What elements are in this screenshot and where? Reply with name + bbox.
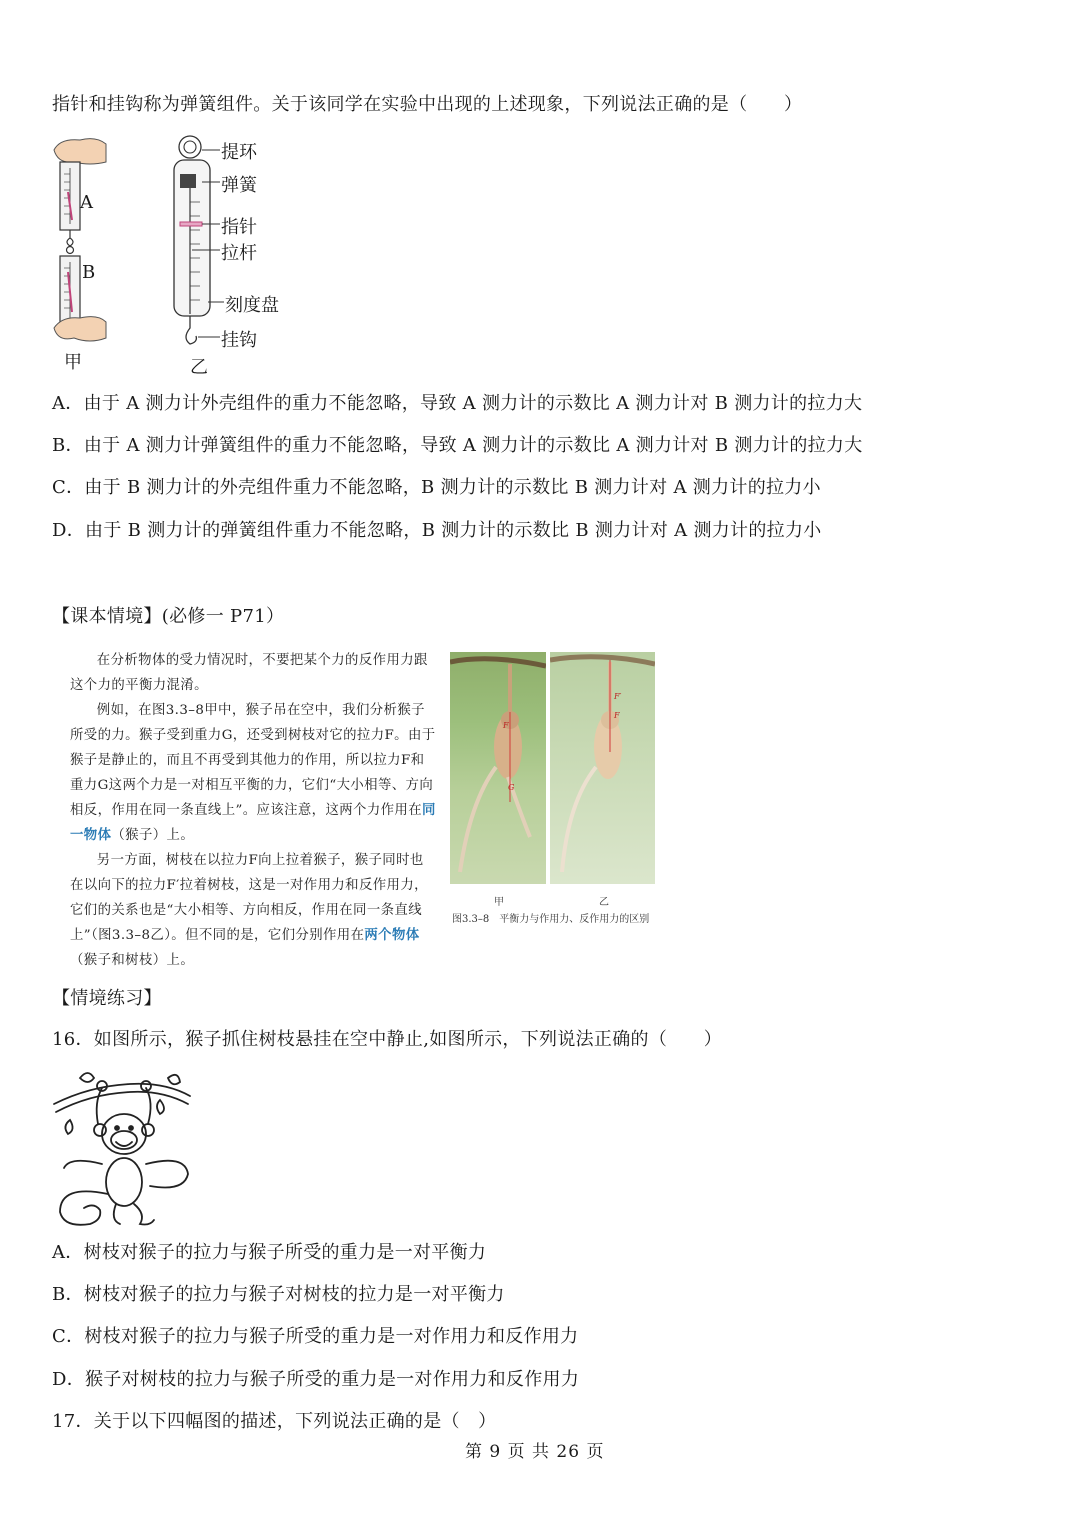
textbook-paragraph-1: 在分析物体的受力情况时，不要把某个力的反作用力跟这个力的平衡力混淆。: [70, 653, 428, 693]
textbook-paragraph-2-tail: （猴子）上。: [111, 828, 195, 843]
emphasis-same-object: 同一物体: [70, 802, 436, 843]
q15-option-c: C．由于 B 测力计的外壳组件重力不能忽略，B 测力计的示数比 B 测力计对 A 测力计的拉力小: [52, 477, 821, 498]
q16-option-a: A．树枝对猴子的拉力与猴子所受的重力是一对平衡力: [52, 1242, 487, 1263]
q16-option-b: B．树枝对猴子的拉力与猴子对树枝的拉力是一对平衡力: [52, 1284, 505, 1305]
textbook-paragraph-3-tail: （猴子和树枝）上。: [70, 953, 195, 968]
label-hook: 挂钩: [221, 330, 257, 351]
spring-scales-figure-jia: [50, 132, 120, 377]
monkey-photo-jia: [450, 652, 546, 884]
label-lifting-ring: 提环: [221, 142, 257, 163]
label-dial: 刻度盘: [225, 295, 279, 316]
q16-option-d: D．猴子对树枝的拉力与猴子所受的重力是一对作用力和反作用力: [52, 1369, 580, 1390]
q17-stem: 17．关于以下四幅图的描述，下列说法正确的是（ ）: [52, 1411, 497, 1432]
textbook-heading: 【课本情境】(必修一 P71）: [52, 606, 285, 627]
scale-b-label: B: [82, 262, 96, 283]
q16-option-c: C．树枝对猴子的拉力与猴子所受的重力是一对作用力和反作用力: [52, 1326, 579, 1347]
textbook-paragraph-2-text: 例如，在图3.3–8甲中，猴子吊在空中，我们分析猴子所受的力。猴子受到重力G，还受到树枝对它的拉力F。由于猴子是静止的，而且不再受到其他力的作用，所以拉力F和重力G这两个力是一对相互平衡的力，它们“大小相等、方向相反，作用在同一条直线上”。应该注意，这两个力作用在: [70, 703, 436, 818]
figure-yi-caption: 乙: [190, 357, 208, 378]
textbook-paragraph-3-text: 另一方面，树枝在以拉力F向上拉着猴子，猴子同时也在以向下的拉力F′拉着树枝，这是一对作用力和反作用力，它们的关系也是“大小相等、方向相反，作用在同一条直线上”（图3.3–8乙）。但不同的是，它们分别作用在: [70, 853, 428, 943]
q15-option-a: A．由于 A 测力计外壳组件的重力不能忽略，导致 A 测力计的示数比 A 测力计对 B 测力计的拉力大: [52, 393, 863, 414]
spring-scale-diagram-yi: [168, 132, 228, 352]
q15-option-b: B．由于 A 测力计弹簧组件的重力不能忽略，导致 A 测力计的示数比 A 测力计对 B 测力计的拉力大: [52, 435, 863, 456]
force-label-f-yi: F: [614, 711, 620, 720]
monkey-photo-yi: [550, 652, 655, 884]
monkey-on-branch-illustration: [50, 1064, 195, 1229]
scale-a-label: A: [80, 192, 93, 213]
photo-label-jia: 甲: [494, 897, 504, 908]
practice-heading: 【情境练习】: [52, 988, 162, 1009]
force-label-f: F: [503, 721, 509, 730]
q16-stem: 16．如图所示，猴子抓住树枝悬挂在空中静止,如图所示，下列说法正确的（ ）: [52, 1029, 723, 1050]
textbook-paragraph-3: [70, 848, 436, 973]
page-footer: 第 9 页 共 26 页: [465, 1442, 605, 1462]
force-label-f-prime: F′: [614, 692, 622, 701]
textbook-figure-caption: 图3.3–8 平衡力与作用力、反作用力的区别: [452, 914, 650, 925]
force-label-g: G: [508, 783, 515, 792]
photo-label-yi: 乙: [599, 897, 609, 908]
label-pull-rod: 拉杆: [221, 243, 257, 264]
textbook-excerpt: [70, 648, 436, 973]
label-spring: 弹簧: [221, 175, 257, 196]
figure-jia-caption: 甲: [64, 352, 82, 373]
q15-option-d: D．由于 B 测力计的弹簧组件重力不能忽略，B 测力计的示数比 B 测力计对 A 测力计的拉力小: [52, 520, 822, 541]
label-pointer: 指针: [221, 217, 257, 238]
textbook-paragraph-2: [70, 698, 436, 848]
q15-stem: 指针和挂钩称为弹簧组件。关于该同学在实验中出现的上述现象，下列说法正确的是（ ）: [52, 94, 803, 115]
emphasis-two-objects: 两个物体: [364, 927, 420, 943]
